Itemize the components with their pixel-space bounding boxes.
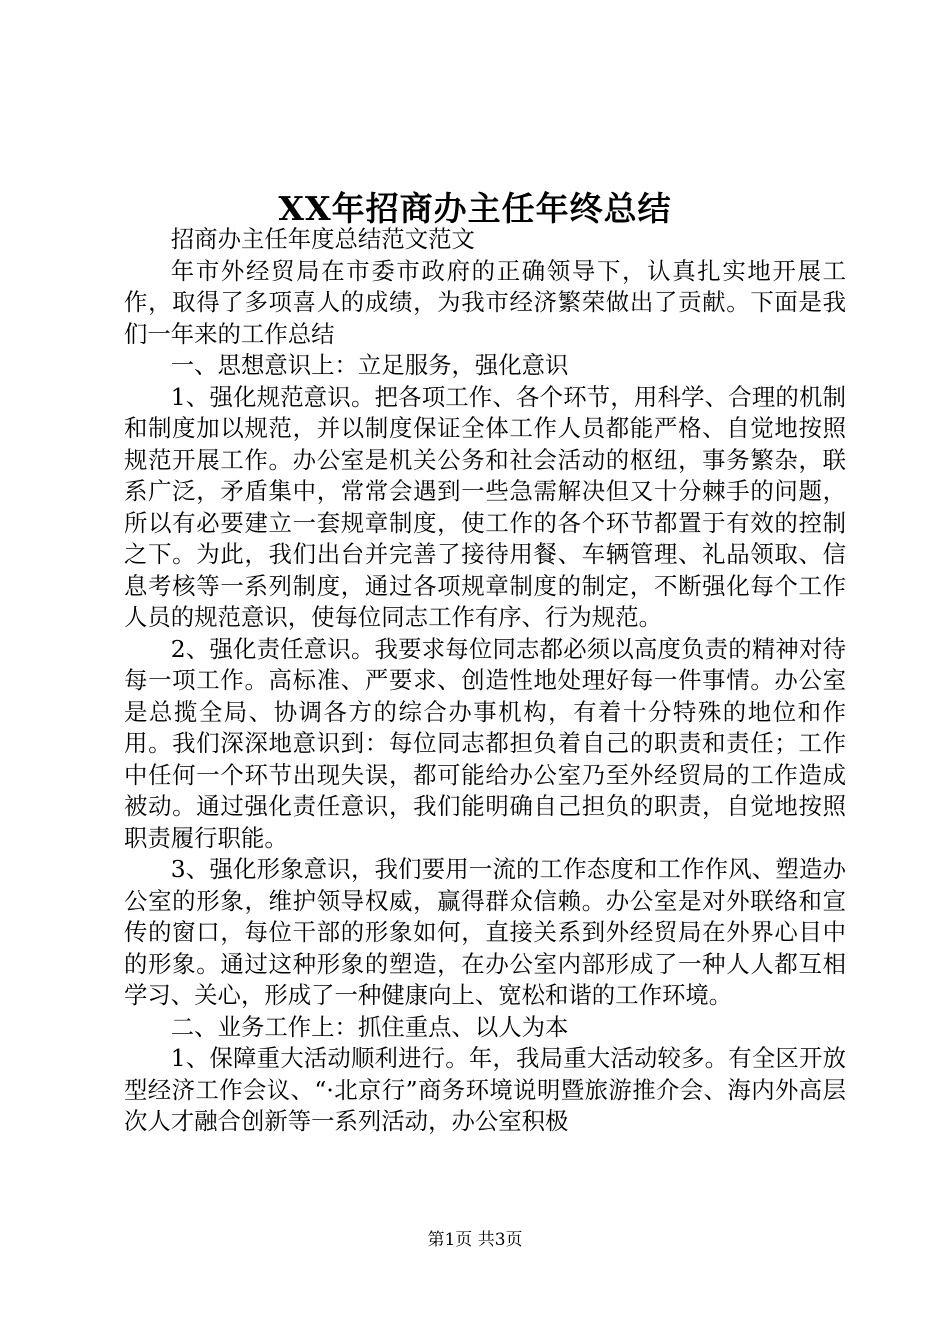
paragraph-item-3: 3、强化形象意识，我们要用一流的工作态度和工作作风、塑造办公室的形象，维护领导权威，赢得群众信赖。办公室是对外联络和宣传的窗口，每位干部的形象如何，直接关系到外经贸局在外界心目中的形象。通过这种形象的塑造，在办公室内部形成了一种人人都互相学习、关心，形成了一种健康向上、宽松和谐的工作环境。 (124, 855, 846, 1009)
paragraph-item-4: 1、保障重大活动顺利进行。年，我局重大活动较多。有全区开放型经济工作会议、“·北京行”商务环境说明暨旅游推介会、海内外高层次人才融合创新等一系列活动，办公室积极 (124, 1044, 846, 1135)
section-heading-2: 二、业务工作上：抓住重点、以人为本 (170, 1012, 569, 1041)
page-number: 第1页 共3页 (427, 1230, 523, 1250)
paragraph-item-2: 2、强化责任意识。我要求每位同志都必须以高度负责的精神对待每一项工作。高标准、严要求、创造性地处理好每一件事情。办公室是总揽全局、协调各方的综合办事机构，有着十分特殊的地位和作用。我们深深地意识到：每位同志都担负着自己的职责和责任；工作中任何一个环节出现失误，都可能给办公室乃至外经贸局的工作造成被动。通过强化责任意识，我们能明确自己担负的职责，自觉地按照职责履行职能。 (124, 634, 846, 852)
paragraph-item-1: 1、强化规范意识。把各项工作、各个环节，用科学、合理的机制和制度加以规范，并以制度保证全体工作人员都能严格、自觉地按照规范开展工作。办公室是机关公务和社会活动的枢纽，事务繁杂，联系广泛，矛盾集中，常常会遇到一些急需解决但又十分棘手的问题，所以有必要建立一套规章制度，使工作的各个环节都置于有效的控制之下。为此，我们出台并完善了接待用餐、车辆管理、礼品领取、信息考核等一系列制度，通过各项规章制度的制定，不断强化每个工作人员的规范意识，使每位同志工作有序、行为规范。 (124, 382, 846, 631)
document-title: XX年招商办主任年终总结 (278, 189, 672, 228)
paragraph-intro: 年市外经贸局在市委市政府的正确领导下，认真扎实地开展工作，取得了多项喜人的成绩，为我市经济繁荣做出了贡献。下面是我们一年来的工作总结 (124, 256, 846, 348)
section-heading-1: 一、思想意识上：立足服务，强化意识 (170, 351, 569, 379)
paragraph-subtitle: 招商办主任年度总结范文范文 (170, 225, 475, 253)
document-body (124, 224, 846, 1138)
